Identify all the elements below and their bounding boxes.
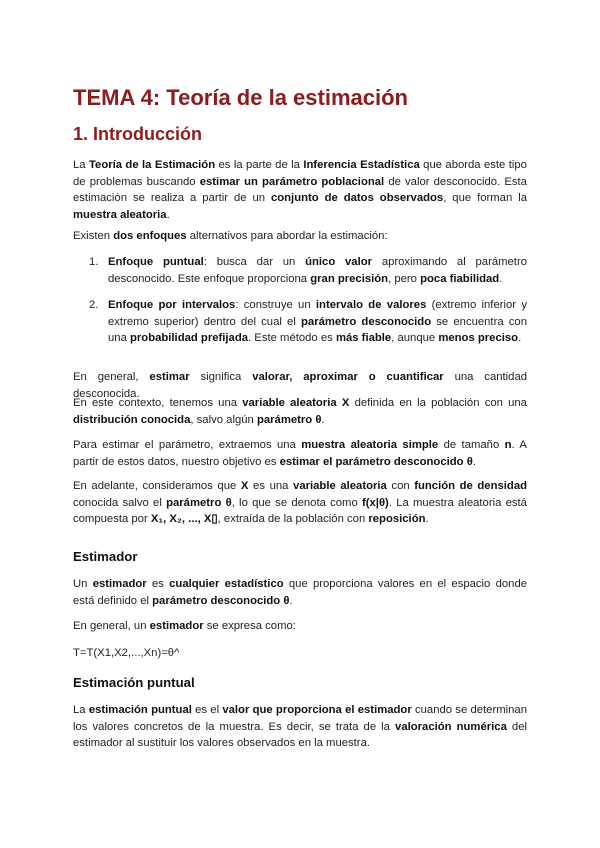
bold-text-run: valor que proporciona el estimador [222,704,412,716]
bold-text-run: reposición [368,513,426,526]
bold-text-run: estimar [149,371,190,383]
text-run: La [73,704,89,716]
bold-text-run: variable aleatoria X [242,397,350,409]
text-run: de valor desconocido. Esta estimación se realiza a partir de un [73,175,527,205]
list-item [89,254,527,287]
bold-text-run: Teoría de la Estimación [88,159,216,171]
text-run: : construye un [235,299,316,311]
text-run: , aunque [391,332,439,345]
bold-text-run: f(x|θ) [361,496,389,509]
text-run: Un [73,578,93,590]
text-run: es el [191,704,223,716]
bold-text-run: Inferencia Estadística [303,159,420,171]
section-heading-introduccion: 1. Introducción [73,124,203,144]
bold-text-run: estimador [92,578,147,590]
text-run: En general, [73,371,150,383]
text-run: . Este método es [248,332,336,345]
paragraph-densidad [73,478,527,528]
text-run: es la parte de la [215,159,304,171]
text-run: , pero [388,272,421,285]
text-run: se encuentra con una [108,315,528,345]
bold-text-run: valoración numérica [395,720,507,733]
bold-text-run: menos preciso [438,332,519,345]
text-run: . [499,272,503,285]
text-run: aproximando al parámetro desconocido. Este enfoque proporciona [108,256,527,285]
paragraph-estimador-def [73,576,527,609]
formula: T=T(X1,X2,...,Xn)=θ^ [73,647,180,659]
text-run: La [73,159,89,171]
list-item-text [108,254,527,287]
text-run: es una [248,480,294,492]
text-run: con [386,480,415,492]
text-run: se expresa como: [203,620,296,632]
text-run: , que forman la [443,192,527,205]
text-run: es [146,578,170,590]
text-run: Para estimar el parámetro, extraemos una [73,439,302,451]
text-run: que aborda este tipo de problemas buscando [73,159,527,188]
text-run: de tamaño [438,439,505,451]
text-run: . A partir de estos datos, nuestro objetivo es [73,439,527,468]
text-run: En este contexto, tenemos una [73,397,243,409]
bold-text-run: estimación puntual [88,704,192,716]
subheading-estimador: Estimador [73,549,138,564]
bold-text-run: función de densidad [414,480,527,492]
text-run: definida en la población con una [349,397,527,409]
bold-text-run: cualquier estadístico [169,578,284,590]
paragraph-muestra [73,437,527,470]
text-run: . [289,594,293,607]
list-item [89,297,527,347]
document-title: TEMA 4: Teoría de la estimación [73,85,408,110]
text-run: cuando se determinan los valores concretos de la muestra. Es decir, se trata de la [73,704,527,733]
bold-text-run: valorar, aproximar o cuantificar [252,371,444,383]
bold-text-run: más fiable [335,332,392,345]
bold-text-run: ▯ [211,513,218,526]
paragraph-estimador-expresion [73,618,527,635]
text-run: . [321,413,325,426]
bold-text-run: muestra aleatoria simple [301,439,439,451]
text-run: En adelante, consideramos que [73,480,241,492]
bold-text-run: único valor [305,256,373,268]
text-run: . La muestra aleatoria está compuesta por [73,496,527,526]
bold-text-run: dos enfoques [113,230,187,242]
text-run: significa [189,371,253,383]
text-run: , extraída de la población con [217,513,369,526]
bold-text-run: intervalo de valores [315,299,427,311]
text-run: que proporciona valores en el espacio donde está definido el [73,578,528,607]
bold-text-run: variable aleatoria [293,480,387,492]
bold-text-run: gran precisión [310,272,389,285]
text-run: del estimador al sustituir los valores observados en la muestra. [73,720,528,750]
text-run: Existen [73,230,114,242]
text-run: . [166,208,170,221]
bold-text-run: estimador [149,620,204,632]
paragraph-contexto [73,395,527,428]
text-run: En general, un [73,620,150,632]
text-run: (extremo inferior y extremo superior) dentro del cual el [108,299,527,328]
paragraph-enfoques-intro [73,228,527,245]
bold-text-run: X [240,480,249,492]
bold-text-run: Enfoque por intervalos [108,299,236,311]
text-run: . [518,332,522,345]
bold-text-run: X₁, X₂, ..., X [150,513,212,526]
bold-text-run: n [504,439,512,451]
subheading-estimacion-puntual: Estimación puntual [73,675,195,690]
bold-text-run: estimar un parámetro poblacional [199,175,385,188]
bold-text-run: muestra aleatoria [73,208,167,221]
bold-text-run: conjunto de datos observados [270,192,444,205]
bold-text-run: distribución conocida [73,413,191,426]
bold-text-run: parámetro θ [166,496,232,509]
bold-text-run: probabilidad prefijada [130,332,249,345]
list-item-number: 2. [89,299,99,311]
bold-text-run: parámetro θ [256,413,322,426]
bold-text-run: poca fiabilidad [420,272,500,285]
text-run: . [425,513,429,526]
text-run: alternativos para abordar la estimación: [186,230,388,242]
text-run: . [472,455,476,468]
text-run: conocida salvo el [73,496,167,509]
bold-text-run: estimar el parámetro desconocido θ [279,455,473,468]
bold-text-run: parámetro desconocido θ [152,594,290,607]
text-run: : busca dar un [203,256,306,268]
paragraph-estimacion-puntual [73,702,527,752]
list-item-text [108,297,527,347]
paragraph-definicion [73,157,527,223]
text-run: , salvo algún [190,413,257,426]
text-run: , lo que se denota como [231,496,362,509]
list-item-number: 1. [89,256,99,268]
text-run: una cantidad desconocida. [73,371,528,400]
bold-text-run: parámetro desconocido [301,315,432,328]
bold-text-run: Enfoque puntual [108,256,204,268]
